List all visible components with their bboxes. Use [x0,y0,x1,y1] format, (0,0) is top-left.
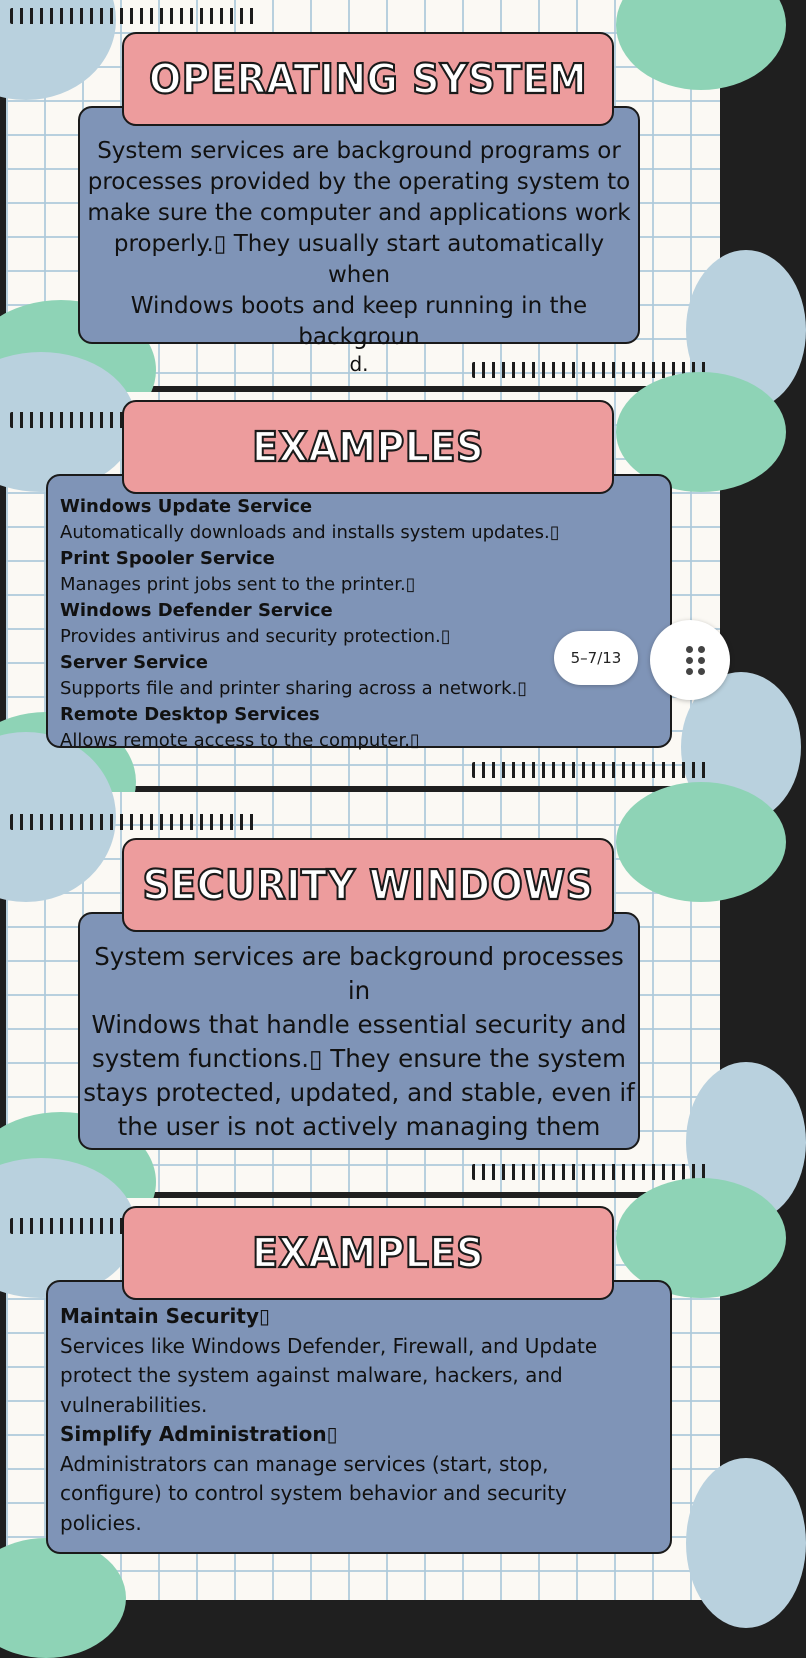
example-desc: Allows remote access to the computer.▯ [60,730,420,751]
body-line: properly.▯ They usually start automatically when [113,231,605,288]
example-desc: Manages print jobs sent to the printer.▯ [60,574,416,595]
example-desc: Supports file and printer sharing across a network.▯ [60,678,528,699]
decor-blob [616,0,786,90]
examples-list [60,1302,670,1538]
body-line: stays protected, updated, and stable, even if [83,1078,635,1107]
decor-dashes [472,1164,712,1180]
body-line: System services are background programs or [97,138,621,164]
body-line: system functions.▯ They ensure the system [92,1044,626,1073]
body-line: processes provided by the operating system to [87,169,631,195]
decor-blob [686,1458,806,1628]
slide-body-box [78,912,640,1150]
example-desc: Automatically downloads and installs system updates.▯ [60,522,560,543]
example-heading: Remote Desktop Services [60,704,320,725]
decor-dashes [472,762,712,778]
examples-list [60,494,670,754]
decor-blob [0,1538,126,1658]
page-indicator[interactable]: 5–7/13 [554,631,638,685]
body-line: Windows that handle essential security and [91,1010,627,1039]
body-line: make sure the computer and applications work [87,200,631,226]
slide-examples-1[interactable] [6,392,720,786]
example-heading: Maintain Security▯ [60,1304,270,1328]
drag-handle-button[interactable] [650,620,730,700]
example-heading: Simplify Administration▯ [60,1422,338,1446]
slide-body-box [46,474,672,751]
body-line: Windows boots and keep running in the [130,293,588,319]
slide-title: SECURITY WINDOWS [142,861,594,909]
example-desc-line: configure) to control system behavior and security [60,1481,567,1505]
slide-title: OPERATING SYSTEM [148,55,588,103]
example-desc-line: Services like Windows Defender, Firewall, and Update [60,1333,598,1358]
slide-title-box [122,400,614,494]
slide-examples-2[interactable] [6,1198,720,1600]
example-desc-line: vulnerabilities. [60,1392,208,1417]
decor-blob [616,782,786,902]
example-desc-line: Administrators can manage services (start, stop, [60,1451,549,1476]
slide-title-box [122,838,614,932]
example-heading: Server Service [60,652,208,673]
body-line: backgroun [298,324,420,350]
example-desc: Provides antivirus and security protection.▯ [60,626,451,647]
slide-title-box [122,1206,614,1300]
slide-title: EXAMPLES [252,423,484,471]
decor-dashes [10,814,255,830]
decor-dashes [10,412,128,428]
example-heading: Windows Update Service [60,496,313,517]
decor-dashes [10,8,255,24]
slide-operating-system[interactable] [6,0,720,386]
slide-title: EXAMPLES [252,1229,484,1277]
drag-grip-icon [686,646,706,676]
slide-body-box [46,1280,672,1554]
example-heading: Print Spooler Service [60,548,275,569]
body-line: System services are background processes in [94,942,624,1005]
body-line: the user is not actively managing them [117,1112,601,1141]
slide-security-windows[interactable] [6,792,720,1192]
slide-title-box [122,32,614,126]
example-heading: Windows Defender Service [60,600,333,621]
slide-body-box [78,106,640,376]
example-desc-line: protect the system against malware, hackers, and [60,1363,563,1387]
decor-dashes [10,1218,128,1234]
example-desc-line: policies. [60,1510,142,1535]
body-line: d. [349,352,369,376]
